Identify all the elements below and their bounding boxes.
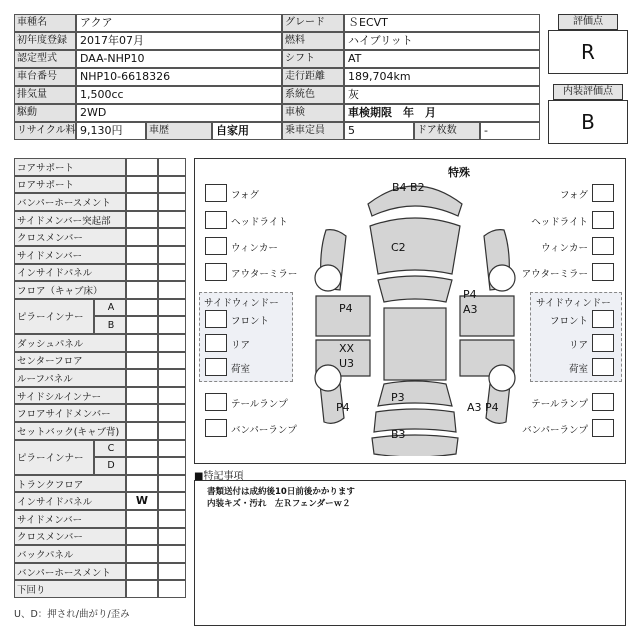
left-check-label: ヘッドライト [231, 217, 288, 228]
frame-item-label: バックパネル [14, 545, 126, 563]
left-rear-wheel [315, 365, 341, 391]
notes-title: ■特記事項 [194, 471, 244, 482]
left-bottom-label: テールランプ [231, 399, 288, 410]
right-bottom-check-box[interactable] [592, 419, 614, 437]
header-value: ハイブリット [344, 32, 540, 50]
frame-sub-label: D [94, 457, 126, 475]
doors-value: - [480, 122, 540, 140]
left-bottom-check-box[interactable] [205, 393, 227, 411]
header-value: DAA-NHP10 [76, 50, 282, 68]
left-window-label: 荷室 [231, 364, 251, 375]
frame-item-label: ルーフパネル [14, 369, 126, 387]
frame-item-label: コアサポート [14, 158, 126, 176]
frame-check-cell[interactable] [158, 563, 186, 581]
frame-check-cell[interactable] [158, 158, 186, 176]
header-value: 1,500cc [76, 86, 282, 104]
right-check-label: ヘッドライト [531, 217, 588, 228]
left-bottom-check-box[interactable] [205, 419, 227, 437]
capacity-value: 5 [344, 122, 414, 140]
frame-item-label: サイドメンバー [14, 246, 126, 264]
frame-item-label: 下回り [14, 580, 126, 598]
frame-item-label: サイドシルインナー [14, 387, 126, 405]
left-check-label: アウターミラー [231, 269, 298, 280]
right-window-label: 荷室 [568, 364, 588, 375]
header-label: 系統色 [282, 86, 344, 104]
mark-front: B4 B2 [392, 181, 425, 194]
frame-check-cell[interactable] [158, 316, 186, 334]
frame-check-cell[interactable] [126, 176, 158, 194]
frame-item-label: バンパーホースメント [14, 563, 126, 581]
frame-check-cell[interactable] [126, 510, 158, 528]
header-label: シフト [282, 50, 344, 68]
header-label: 燃料 [282, 32, 344, 50]
left-window-check-box[interactable] [205, 358, 227, 376]
frame-check-cell[interactable] [158, 334, 186, 352]
frame-check-cell[interactable] [158, 510, 186, 528]
frame-check-cell[interactable] [158, 228, 186, 246]
doors-label: ドア枚数 [414, 122, 480, 140]
frame-check-cell[interactable] [126, 545, 158, 563]
right-rear-wheel [489, 365, 515, 391]
right-check-label: フォグ [559, 190, 588, 201]
right-check-box[interactable] [592, 263, 614, 281]
overall-grade-label: 評価点 [558, 14, 618, 30]
left-check-label: ウィンカー [231, 243, 278, 254]
mark-center: XX U3 [339, 342, 355, 370]
frame-sub-label: C [94, 440, 126, 458]
header-label: 車検 [282, 104, 344, 122]
right-check-label: ウィンカー [541, 243, 588, 254]
diagram-title: 特殊 [448, 166, 470, 179]
frame-item-label: フロア（キャブ床） [14, 281, 126, 299]
recycle-value: 9,130円 [76, 122, 146, 140]
interior-grade-value: B [548, 100, 628, 144]
frame-check-cell[interactable] [126, 246, 158, 264]
frame-sub-label: A [94, 299, 126, 317]
right-check-box[interactable] [592, 237, 614, 255]
left-window-label: リア [231, 340, 251, 351]
frame-check-cell[interactable] [126, 457, 158, 475]
rear-bumper-part [372, 435, 458, 456]
roof-part [384, 308, 446, 380]
header-label: 走行距離 [282, 68, 344, 86]
header-value: 灰 [344, 86, 540, 104]
frame-check-cell[interactable] [158, 246, 186, 264]
frame-check-cell[interactable] [158, 404, 186, 422]
frame-item-label: バンパーホースメント [14, 193, 126, 211]
frame-check-cell[interactable] [126, 528, 158, 546]
mark-right-front: P4 A3 [463, 288, 478, 316]
mark-roof: P3 [391, 391, 405, 404]
frame-item-label: クロスメンバー [14, 228, 126, 246]
frame-item-label: インサイドパネル [14, 492, 126, 510]
left-check-label: フォグ [231, 190, 260, 201]
right-check-box[interactable] [592, 184, 614, 202]
frame-check-cell[interactable] [126, 316, 158, 334]
right-side-window-title: サイドウィンドー [536, 298, 611, 309]
header-label: 車種名 [14, 14, 76, 32]
right-bottom-label: バンパーランプ [522, 425, 588, 436]
left-front-wheel [315, 265, 341, 291]
header-value: アクア [76, 14, 282, 32]
frame-check-cell[interactable] [158, 369, 186, 387]
frame-check-cell[interactable] [158, 387, 186, 405]
rear-glass-part [378, 381, 452, 406]
frame-item-label: インサイドパネル [14, 264, 126, 282]
frame-check-cell[interactable] [126, 369, 158, 387]
frame-check-cell[interactable] [126, 264, 158, 282]
frame-check-cell[interactable] [126, 228, 158, 246]
frame-check-cell[interactable] [158, 440, 186, 458]
header-label: 認定型式 [14, 50, 76, 68]
header-label: 初年度登録 [14, 32, 76, 50]
header-label: 車台番号 [14, 68, 76, 86]
mark-rear: B3 [391, 428, 406, 441]
right-window-label: フロント [549, 316, 588, 327]
frame-check-cell[interactable] [126, 352, 158, 370]
frame-check-cell[interactable] [126, 387, 158, 405]
frame-check-cell[interactable] [158, 176, 186, 194]
frame-check-cell[interactable] [158, 352, 186, 370]
frame-check-cell[interactable] [158, 475, 186, 493]
mark-left-rear: P4 [336, 401, 350, 414]
overall-grade-value: R [548, 30, 628, 74]
frame-check-cell[interactable] [158, 281, 186, 299]
hood-part [370, 218, 460, 274]
frame-check-cell[interactable] [126, 158, 158, 176]
frame-check-cell[interactable] [126, 211, 158, 229]
right-check-box[interactable] [592, 211, 614, 229]
left-window-check-box[interactable] [205, 334, 227, 352]
frame-item-label: トランクフロア [14, 475, 126, 493]
right-bottom-label: テールランプ [531, 399, 588, 410]
frame-item-label: セットバック(キャブ背) [14, 422, 126, 440]
left-window-check-box[interactable] [205, 310, 227, 328]
frame-check-cell[interactable] [126, 299, 158, 317]
left-check-box[interactable] [205, 184, 227, 202]
right-window-check-box[interactable] [592, 310, 614, 328]
frame-sub-label: B [94, 316, 126, 334]
left-side-window-title: サイドウィンドー [204, 298, 279, 309]
frame-check-cell[interactable] [158, 193, 186, 211]
left-bottom-label: バンパーランプ [231, 425, 297, 436]
capacity-label: 乗車定員 [282, 122, 344, 140]
frame-check-cell[interactable] [158, 457, 186, 475]
left-check-box[interactable] [205, 237, 227, 255]
frame-check-cell[interactable] [126, 563, 158, 581]
frame-check-cell[interactable] [126, 334, 158, 352]
frame-check-cell[interactable] [158, 580, 186, 598]
header-value: 189,704km [344, 68, 540, 86]
frame-item-label: ピラーインナー [14, 299, 94, 334]
recycle-label: リサイクル料 [14, 122, 76, 140]
history-value: 自家用 [212, 122, 282, 140]
notes-line-1: 書類送付は成約後10日前後かかります [207, 487, 355, 497]
frame-mark: W [135, 494, 149, 508]
header-value: NHP10-6618326 [76, 68, 282, 86]
legend-note: U、D：押され/曲がり/歪み [14, 609, 130, 620]
header-label: 排気量 [14, 86, 76, 104]
right-check-label: アウターミラー [521, 269, 588, 280]
frame-check-cell[interactable] [126, 193, 158, 211]
header-value: ＳECVT [344, 14, 540, 32]
frame-check-cell[interactable] [126, 475, 158, 493]
frame-check-cell[interactable] [158, 264, 186, 282]
frame-item-label: センターフロア [14, 352, 126, 370]
frame-item-label: ピラーインナー [14, 440, 94, 475]
frame-check-cell[interactable] [158, 492, 186, 510]
header-value: AT [344, 50, 540, 68]
frame-check-cell[interactable] [158, 422, 186, 440]
header-label: グレード [282, 14, 344, 32]
mark-right-rear: A3 P4 [467, 401, 499, 414]
frame-item-label: ダッシュパネル [14, 334, 126, 352]
header-value: 車検期限 年 月 [344, 104, 540, 122]
mark-left-front: P4 [339, 302, 353, 315]
frame-check-cell[interactable] [126, 440, 158, 458]
history-label: 車歴 [146, 122, 212, 140]
header-label: 駆動 [14, 104, 76, 122]
frame-check-cell[interactable] [126, 422, 158, 440]
frame-check-cell[interactable] [158, 545, 186, 563]
frame-item-label: サイドメンバー [14, 510, 126, 528]
frame-check-cell[interactable] [126, 404, 158, 422]
header-value: 2017年07月 [76, 32, 282, 50]
right-window-label: リア [568, 340, 588, 351]
trunk-part [374, 409, 456, 432]
windshield-part [378, 276, 452, 302]
frame-item-label: ロアサポート [14, 176, 126, 194]
frame-check-cell[interactable] [158, 299, 186, 317]
frame-item-label: サイドメンバー突起部 [14, 211, 126, 229]
frame-check-cell[interactable] [158, 528, 186, 546]
frame-item-label: フロアサイドメンバー [14, 404, 126, 422]
right-window-check-box[interactable] [592, 358, 614, 376]
frame-check-cell[interactable] [126, 281, 158, 299]
left-check-box[interactable] [205, 211, 227, 229]
notes-line-2: 内装キズ・汚れ 左Ｒフェンダーｗ２ [207, 499, 351, 509]
interior-grade-label: 内装評価点 [553, 84, 623, 100]
frame-check-cell[interactable] [158, 211, 186, 229]
header-value: 2WD [76, 104, 282, 122]
frame-check-cell[interactable] [126, 580, 158, 598]
mark-hood: C2 [391, 241, 406, 254]
right-window-check-box[interactable] [592, 334, 614, 352]
left-check-box[interactable] [205, 263, 227, 281]
right-bottom-check-box[interactable] [592, 393, 614, 411]
left-window-label: フロント [231, 316, 270, 327]
frame-item-label: クロスメンバー [14, 528, 126, 546]
